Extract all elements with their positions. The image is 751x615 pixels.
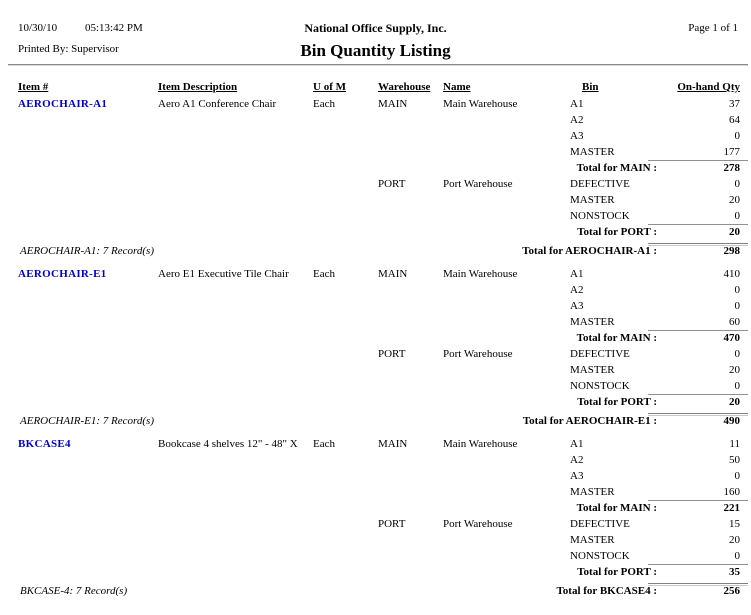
bin-name: NONSTOCK xyxy=(570,550,630,562)
bin-qty: 0 xyxy=(734,130,740,142)
record-count: BKCASE-4: 7 Record(s) xyxy=(20,585,128,597)
bin-qty: 160 xyxy=(723,486,740,498)
bin-name: MASTER xyxy=(570,364,615,376)
bin-row xyxy=(0,532,751,548)
bin-row xyxy=(0,282,751,298)
unit-of-measure: Each xyxy=(313,268,335,280)
bin-row xyxy=(0,378,751,394)
item-total-label: Total for AEROCHAIR-A1 : xyxy=(522,245,657,257)
warehouse-name: Port Warehouse xyxy=(443,518,513,530)
item-block xyxy=(0,96,751,259)
item-block xyxy=(0,436,751,599)
warehouse-total-qty: 278 xyxy=(723,162,740,174)
bin-row xyxy=(0,484,751,500)
item-total-qty: 490 xyxy=(723,415,740,427)
column-header-item-number: Item # xyxy=(18,81,49,93)
page-number: Page 1 of 1 xyxy=(688,22,738,34)
item-total-label: Total for BKCASE4 : xyxy=(556,585,657,597)
bin-row xyxy=(0,452,751,468)
warehouse-total-label: Total for PORT : xyxy=(577,226,657,238)
warehouse-code: PORT xyxy=(378,518,406,530)
item-code-link[interactable]: AEROCHAIR-E1 xyxy=(18,268,107,280)
bin-row xyxy=(0,516,751,532)
printed-by: Printed By: Supervisor xyxy=(18,43,119,55)
unit-of-measure: Each xyxy=(313,98,335,110)
bin-qty: 20 xyxy=(729,364,740,376)
bin-qty: 64 xyxy=(729,114,740,126)
unit-of-measure: Each xyxy=(313,438,335,450)
item-code-link[interactable]: BKCASE4 xyxy=(18,438,71,450)
bin-name: MASTER xyxy=(570,486,615,498)
bin-qty: 177 xyxy=(723,146,740,158)
warehouse-total-qty: 470 xyxy=(723,332,740,344)
bin-name: A1 xyxy=(570,98,584,110)
bin-name: A3 xyxy=(570,300,584,312)
warehouse-total-row xyxy=(0,564,751,580)
bin-name: MASTER xyxy=(570,534,615,546)
warehouse-name: Main Warehouse xyxy=(443,438,518,450)
warehouse-total-qty: 35 xyxy=(729,566,740,578)
warehouse-total-row xyxy=(0,224,751,240)
bin-name: DEFECTIVE xyxy=(570,518,630,530)
bin-row xyxy=(0,208,751,224)
warehouse-total-label: Total for MAIN : xyxy=(576,162,657,174)
bin-name: A2 xyxy=(570,454,584,466)
report-time: 05:13:42 PM xyxy=(85,22,143,34)
bin-name: A3 xyxy=(570,470,584,482)
bin-name: MASTER xyxy=(570,146,615,158)
item-total-qty: 256 xyxy=(723,585,740,597)
item-description: Bookcase 4 shelves 12" - 48" X xyxy=(158,438,298,450)
bin-name: DEFECTIVE xyxy=(570,178,630,190)
bin-qty: 0 xyxy=(734,380,740,392)
item-description: Aero E1 Executive Tile Chair xyxy=(158,268,289,280)
warehouse-total-row xyxy=(0,160,751,176)
bin-row xyxy=(0,96,751,112)
bin-name: NONSTOCK xyxy=(570,380,630,392)
bin-qty: 0 xyxy=(734,550,740,562)
warehouse-name: Port Warehouse xyxy=(443,178,513,190)
column-header-onhand-qty: On-hand Qty xyxy=(677,81,740,93)
column-header-bin: Bin xyxy=(582,81,599,93)
bin-name: MASTER xyxy=(570,194,615,206)
item-code-link[interactable]: AEROCHAIR-A1 xyxy=(18,98,108,110)
item-summary-row xyxy=(0,243,751,259)
bin-row xyxy=(0,548,751,564)
warehouse-total-row xyxy=(0,394,751,410)
bin-qty: 0 xyxy=(734,178,740,190)
report-title: Bin Quantity Listing xyxy=(300,41,451,60)
column-header-item-description: Item Description xyxy=(158,81,238,93)
warehouse-code: PORT xyxy=(378,348,406,360)
warehouse-code: PORT xyxy=(378,178,406,190)
item-total-qty: 298 xyxy=(723,245,740,257)
bin-row xyxy=(0,128,751,144)
bin-row xyxy=(0,314,751,330)
record-count: AEROCHAIR-A1: 7 Record(s) xyxy=(20,245,154,257)
bin-qty: 0 xyxy=(734,210,740,222)
bin-row xyxy=(0,144,751,160)
warehouse-total-label: Total for MAIN : xyxy=(576,502,657,514)
bin-qty: 0 xyxy=(734,348,740,360)
item-block xyxy=(0,266,751,429)
bin-qty: 15 xyxy=(729,518,740,530)
column-header-row xyxy=(0,80,751,96)
bin-row xyxy=(0,176,751,192)
bin-row xyxy=(0,192,751,208)
warehouse-code: MAIN xyxy=(378,98,408,110)
warehouse-total-qty: 221 xyxy=(723,502,740,514)
warehouse-code: MAIN xyxy=(378,438,408,450)
report-date: 10/30/10 xyxy=(18,22,58,34)
bin-name: A3 xyxy=(570,130,584,142)
bin-name: A2 xyxy=(570,284,584,296)
warehouse-total-qty: 20 xyxy=(729,226,740,238)
warehouse-total-label: Total for MAIN : xyxy=(576,332,657,344)
warehouse-total-row xyxy=(0,330,751,346)
bin-row xyxy=(0,266,751,282)
bin-qty: 410 xyxy=(723,268,740,280)
item-summary-row xyxy=(0,413,751,429)
warehouse-total-label: Total for PORT : xyxy=(577,566,657,578)
bin-qty: 60 xyxy=(729,316,740,328)
bin-row xyxy=(0,436,751,452)
item-summary-row xyxy=(0,583,751,599)
bin-name: A1 xyxy=(570,268,584,280)
bin-name: A2 xyxy=(570,114,584,126)
bin-name: A1 xyxy=(570,438,584,450)
bin-name: MASTER xyxy=(570,316,615,328)
header-rule xyxy=(8,64,748,66)
warehouse-name: Main Warehouse xyxy=(443,98,518,110)
bin-qty: 20 xyxy=(729,194,740,206)
bin-row xyxy=(0,298,751,314)
bin-row xyxy=(0,362,751,378)
bin-qty: 37 xyxy=(729,98,740,110)
bin-row xyxy=(0,346,751,362)
column-header-name: Name xyxy=(443,81,471,93)
bin-qty: 0 xyxy=(734,470,740,482)
bin-qty: 11 xyxy=(729,438,740,450)
bin-qty: 50 xyxy=(729,454,740,466)
report-body xyxy=(0,96,751,606)
bin-name: DEFECTIVE xyxy=(570,348,630,360)
warehouse-name: Main Warehouse xyxy=(443,268,518,280)
column-header-uofm: U of M xyxy=(313,81,346,93)
warehouse-total-row xyxy=(0,500,751,516)
item-total-label: Total for AEROCHAIR-E1 : xyxy=(522,415,657,427)
record-count: AEROCHAIR-E1: 7 Record(s) xyxy=(20,415,154,427)
warehouse-total-label: Total for PORT : xyxy=(577,396,657,408)
bin-row xyxy=(0,468,751,484)
warehouse-code: MAIN xyxy=(378,268,408,280)
bin-qty: 20 xyxy=(729,534,740,546)
warehouse-total-qty: 20 xyxy=(729,396,740,408)
bin-qty: 0 xyxy=(734,300,740,312)
column-header-warehouse: Warehouse xyxy=(378,81,431,93)
item-description: Aero A1 Conference Chair xyxy=(158,98,277,110)
bin-row xyxy=(0,112,751,128)
warehouse-name: Port Warehouse xyxy=(443,348,513,360)
bin-name: NONSTOCK xyxy=(570,210,630,222)
bin-qty: 0 xyxy=(734,284,740,296)
company-name: National Office Supply, Inc. xyxy=(304,21,447,35)
